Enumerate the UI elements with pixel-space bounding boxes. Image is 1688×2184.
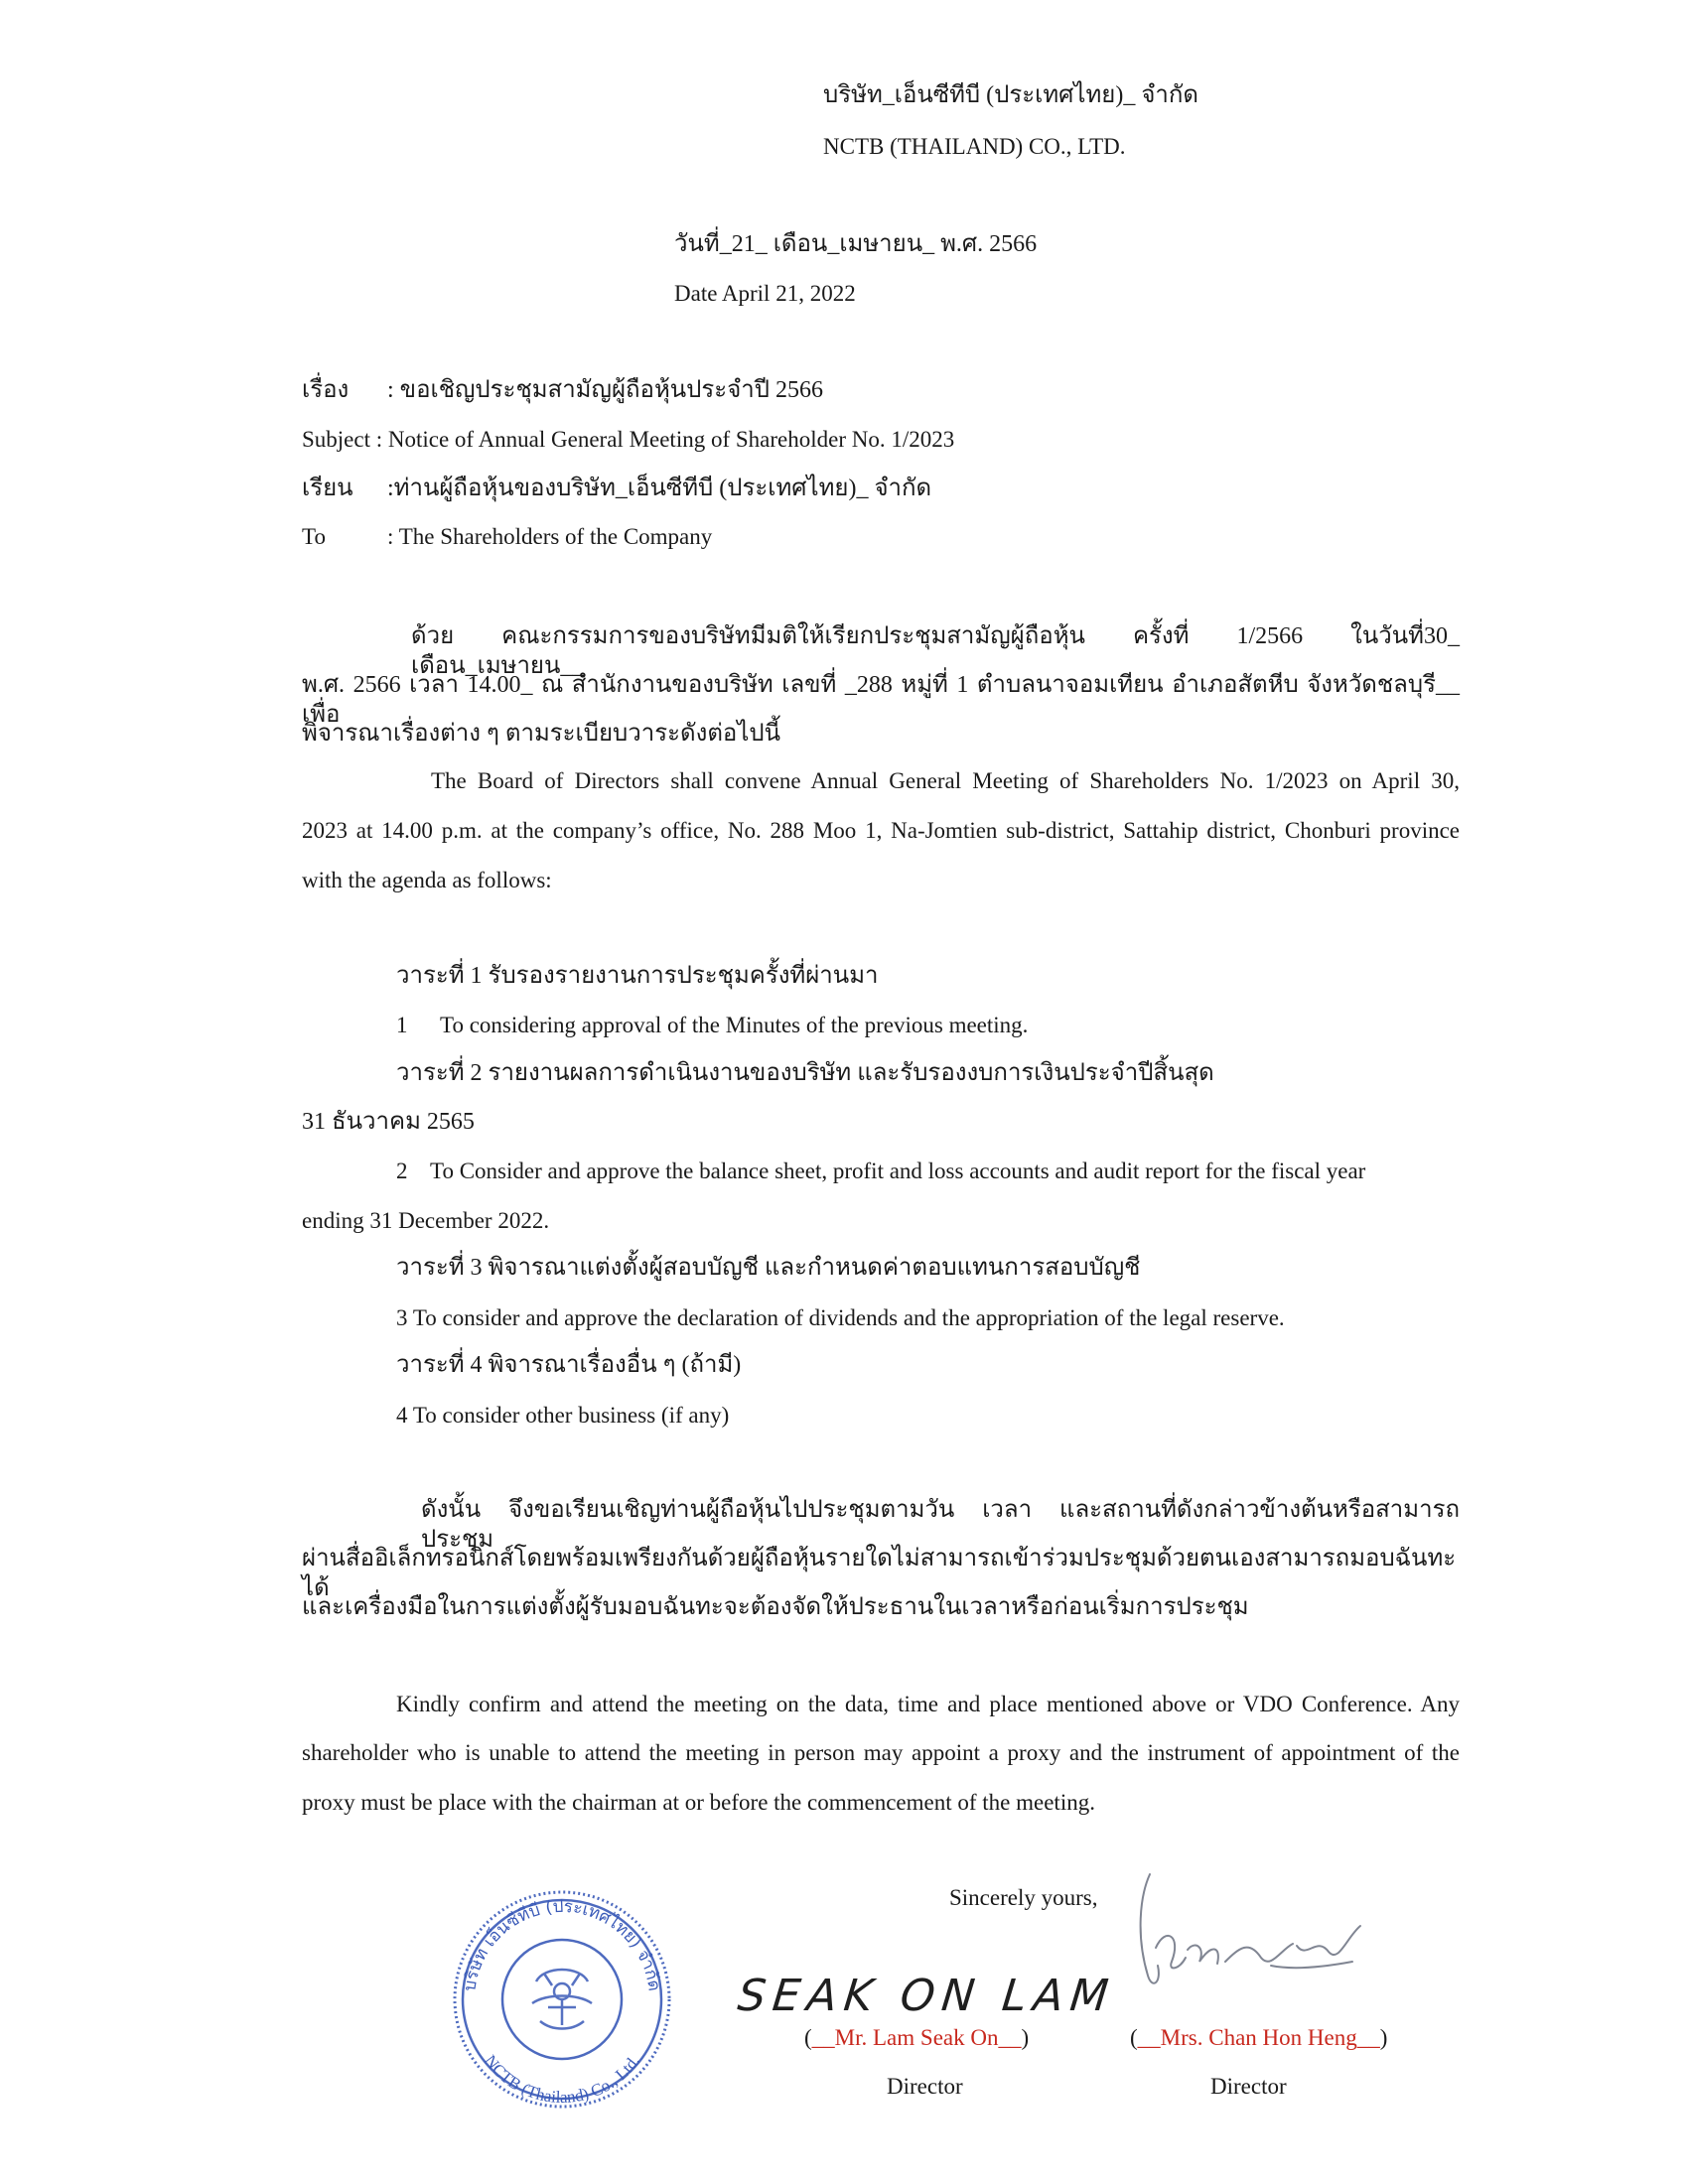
director-2-paren-open: ( bbox=[1130, 2025, 1138, 2050]
intro-english-line-3: with the agenda as follows: bbox=[302, 868, 552, 892]
subject-english: Subject : Notice of Annual General Meeting of Shareholder No. 1/2023 bbox=[302, 427, 955, 452]
addressee-thai-label: เรียน bbox=[302, 476, 353, 501]
agenda-3-thai: วาระที่ 3 พิจารณาแต่งตั้งผู้สอบบัญชี และกำหนดค่าตอบแทนการสอบบัญชี bbox=[396, 1255, 1141, 1281]
addressee-english bbox=[302, 522, 712, 552]
agenda-2-number: 2 bbox=[396, 1159, 408, 1183]
agenda-2-english-text: To Consider and approve the balance sheet, profit and loss accounts and audit report for the fiscal year bbox=[430, 1159, 1366, 1183]
date-thai: วันที่_21_ เดือน_เมษายน_ พ.ศ. 2566 bbox=[674, 231, 1038, 257]
closing-english-line-1: Kindly confirm and attend the meeting on the data, time and place mentioned above or VDO Conference. Any bbox=[396, 1692, 1460, 1716]
closing-thai-line-2: ผ่านสื่ออิเล็กทรอนิกส์โดยพร้อมเพรียงกันด้วยผู้ถือหุ้นรายใดไม่สามารถเข้าร่วมประชุมด้วยตนเองสามารถมอบฉันทะได้ bbox=[302, 1546, 1457, 1601]
director-1-name-text: __Mr. Lam Seak On__ bbox=[811, 2025, 1022, 2050]
director-2-name-text: __Mrs. Chan Hon Heng__ bbox=[1137, 2025, 1380, 2050]
agenda-1-thai: วาระที่ 1 รับรองรายงานการประชุมครั้งที่ผ่านมา bbox=[396, 963, 879, 989]
director-1-paren-open: ( bbox=[804, 2025, 812, 2050]
addressee-thai-text: :ท่านผู้ถือหุ้นของบริษัท_เอ็นซีทีบี (ประเทศไทย)_ จำกัด bbox=[387, 476, 932, 501]
closing-thai-line-1: ดังนั้น จึงขอเรียนเชิญท่านผู้ถือหุ้นไปประชุมตามวัน เวลา และสถานที่ดังกล่าวข้างต้นหรือสามารถประชุม bbox=[421, 1497, 1460, 1553]
company-name-thai: บริษัท_เอ็นซีทีบี (ประเทศไทย)_ จำกัด bbox=[823, 82, 1198, 108]
agenda-3-english: 3 To consider and approve the declaration of dividends and the appropriation of the legal reserve. bbox=[396, 1305, 1285, 1330]
closing-thai-line-3: และเครื่องมือในการแต่งตั้งผู้รับมอบฉันทะจะต้องจัดให้ประธานในเวลาหรือก่อนเริ่มการประชุม bbox=[302, 1594, 1249, 1620]
intro-thai-line-1: ด้วย คณะกรรมการของบริษัทมีมติให้เรียกประชุมสามัญผู้ถือหุ้น ครั้งที่ 1/2566 ในวันที่30_ เดือน_เมษายน__ bbox=[411, 623, 1460, 679]
agenda-1-english-text: To considering approval of the Minutes of the previous meeting. bbox=[440, 1013, 1029, 1037]
agenda-2-english-continued: ending 31 December 2022. bbox=[302, 1208, 550, 1233]
svg-text:SEAK ON LAM: SEAK ON LAM bbox=[735, 1971, 1118, 2021]
director-2-paren-close: ) bbox=[1379, 2025, 1388, 2050]
agenda-4-thai: วาระที่ 4 พิจารณาเรื่องอื่น ๆ (ถ้ามี) bbox=[396, 1352, 742, 1378]
addressee-english-label: To bbox=[302, 524, 326, 549]
intro-thai-line-2: พ.ศ. 2566 เวลา 14.00_ ณ สำนักงานของบริษัท เลขที่ _288 หมู่ที่ 1 ตำบลนาจอมเทียน อำเภอสัตหีบ จังหวัดชลบุรี__ เพื่อ bbox=[302, 672, 1460, 728]
intro-english-line-1: The Board of Directors shall convene Annual General Meeting of Shareholders No. 1/2023 on April 30, bbox=[431, 768, 1460, 793]
director-1-name bbox=[804, 2023, 1029, 2053]
company-name-english: NCTB (THAILAND) CO., LTD. bbox=[823, 134, 1126, 159]
closing-english-line-3: proxy must be place with the chairman at or before the commencement of the meeting. bbox=[302, 1790, 1095, 1815]
agenda-1-english bbox=[396, 1011, 1028, 1040]
agenda-1-number: 1 bbox=[396, 1013, 408, 1037]
date-english: Date April 21, 2022 bbox=[674, 281, 856, 306]
addressee-thai bbox=[302, 474, 931, 503]
agenda-2-english bbox=[396, 1157, 1365, 1186]
subject-thai-text: : ขอเชิญประชุมสามัญผู้ถือหุ้นประจำปี 2566 bbox=[387, 377, 823, 403]
seal-ring-english: NCTB (Thailand) Co., Ltd. bbox=[480, 2051, 643, 2108]
subject-thai-label: เรื่อง bbox=[302, 377, 350, 403]
agenda-2-thai-continued: 31 ธันวาคม 2565 bbox=[302, 1109, 475, 1135]
intro-thai-line-3: พิจารณาเรื่องต่าง ๆ ตามระเบียบวาระดังต่อไปนี้ bbox=[302, 721, 781, 747]
director-1-title: Director bbox=[887, 2074, 963, 2099]
intro-english-line-2: 2023 at 14.00 p.m. at the company’s office, No. 288 Moo 1, Na-Jomtien sub-district, Sattahip district, Chonburi province bbox=[302, 818, 1460, 843]
seal-emblem-icon bbox=[532, 1970, 592, 2029]
signature-chan-hon-heng bbox=[1122, 1866, 1400, 2015]
company-seal bbox=[449, 1886, 675, 2113]
agenda-2-thai: วาระที่ 2 รายงานผลการดำเนินงานของบริษัท และรับรองงบการเงินประจำปีสิ้นสุด bbox=[396, 1060, 1214, 1086]
sincerely-yours: Sincerely yours, bbox=[949, 1885, 1098, 1910]
director-1-paren-close: ) bbox=[1021, 2025, 1030, 2050]
director-2-name bbox=[1130, 2023, 1387, 2053]
addressee-english-text: : The Shareholders of the Company bbox=[387, 524, 713, 549]
seal-ring-thai: บริษัท เอ็นซีทีบี (ประเทศไทย) จำกัด bbox=[460, 1896, 664, 1993]
closing-english-line-2: shareholder who is unable to attend the meeting in person may appoint a proxy and the instrument of appointment of the bbox=[302, 1740, 1460, 1765]
director-2-title: Director bbox=[1210, 2074, 1287, 2099]
agenda-4-english: 4 To consider other business (if any) bbox=[396, 1403, 730, 1428]
subject-thai bbox=[302, 375, 823, 405]
signature-lam-seak-on bbox=[735, 1951, 1118, 2030]
